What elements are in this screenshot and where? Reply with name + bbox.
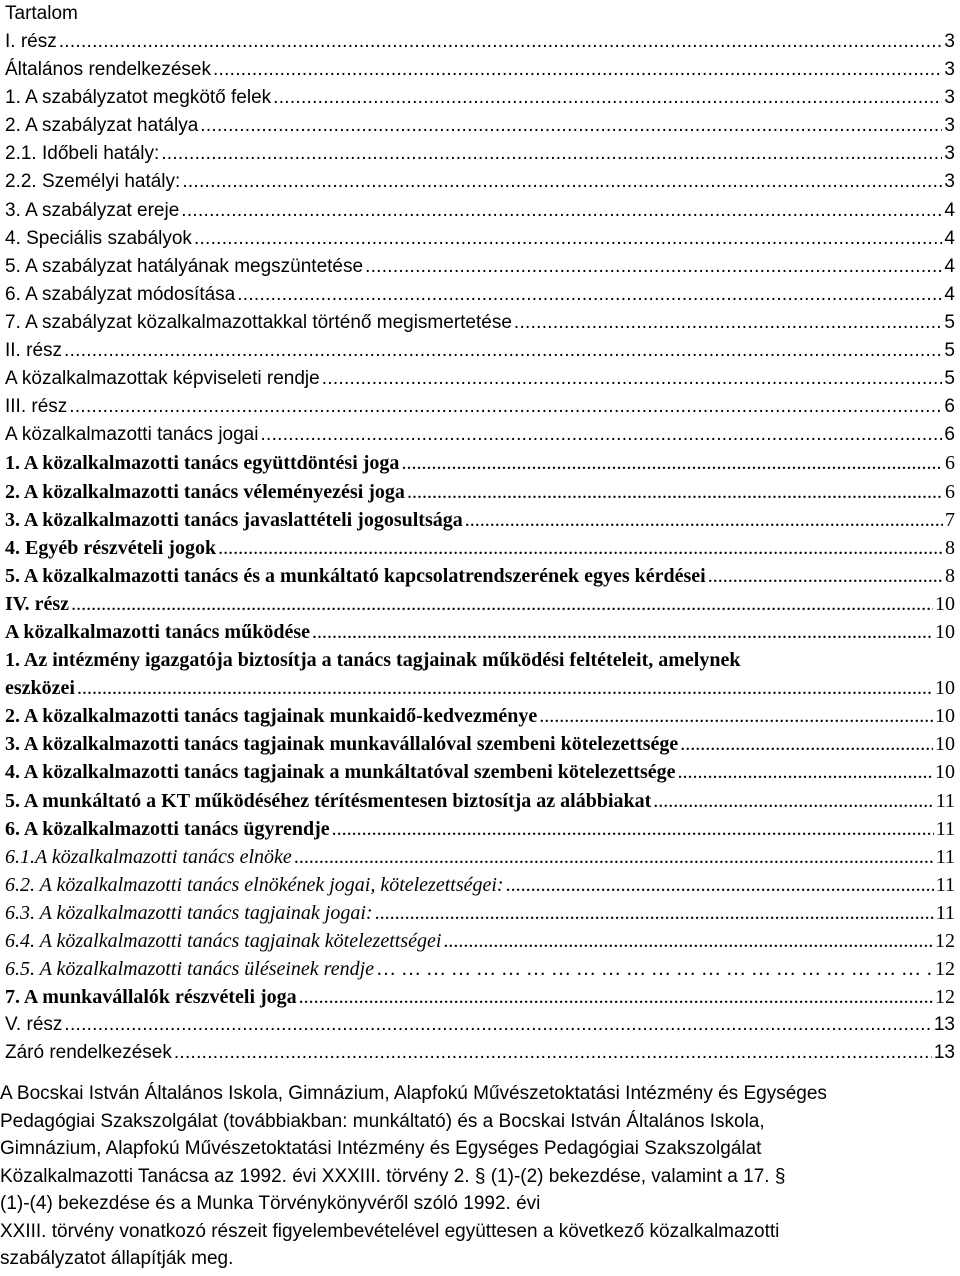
toc-entry-page-number: 3: [944, 31, 955, 52]
toc-entry-page-number: 10: [935, 733, 955, 756]
toc-entry-label: 2. A közalkalmazotti tanács véleményezési joga: [5, 480, 405, 503]
toc-entry[interactable]: [5, 927, 955, 955]
dot-leader: [260, 421, 942, 449]
toc-entry-label: 6.5. A közalkalmazotti tanács üléseinek rendje: [5, 958, 375, 981]
toc-entry-page-number: 5: [944, 311, 955, 333]
document-page: [5, 0, 955, 1067]
toc-entry[interactable]: [5, 618, 955, 646]
toc-entry-page-number: 13: [933, 1042, 955, 1064]
toc-entry[interactable]: [5, 787, 955, 815]
toc-entry-label: 3. A szabályzat ereje: [5, 199, 180, 221]
toc-entry-label: 4. A közalkalmazotti tanács tagjainak a munkáltatóval szembeni kötelezettsége: [5, 761, 676, 784]
toc-entry-page-number: 11: [935, 789, 955, 812]
toc-entry-page-number: 13: [933, 1014, 955, 1036]
toc-entry-label: I. rész: [5, 31, 57, 52]
dot-leader: [299, 983, 933, 1011]
toc-entry-label: 1. A közalkalmazotti tanács együttdöntési joga: [5, 452, 400, 475]
toc-entry-page-number: 10: [935, 592, 955, 615]
toc-entry[interactable]: [5, 28, 955, 56]
toc-entry[interactable]: [5, 871, 955, 899]
toc-entry[interactable]: [5, 478, 955, 506]
toc-entry-page-number: 3: [944, 171, 955, 193]
dot-leader: [218, 534, 943, 562]
toc-entry-page-number: 3: [944, 143, 955, 165]
toc-entry[interactable]: [5, 646, 955, 702]
toc-entry[interactable]: [5, 225, 955, 253]
toc-entry-label: V. rész: [5, 1014, 63, 1036]
dot-leader: [71, 590, 933, 618]
toc-entry-label: eszközei: [5, 677, 75, 700]
dot-leader: [365, 253, 942, 281]
dot-leader: [77, 674, 933, 702]
toc-entry-label: II. rész: [5, 340, 63, 362]
toc-entry[interactable]: [5, 197, 955, 225]
dot-leader: [407, 478, 943, 506]
toc-entry-page-number: 11: [935, 873, 955, 896]
toc-entry-page-number: 10: [935, 677, 955, 700]
dot-leader: [161, 140, 942, 168]
intro-line: Pedagógiai Szakszolgálat (továbbiakban: munkáltató) és a Bocskai István Általános Iskola,: [0, 1110, 765, 1132]
toc-entry[interactable]: [5, 590, 955, 618]
intro-line: A Bocskai István Általános Iskola, Gimnázium, Alapfokú Művészetoktatási Intézmény és Egységes: [0, 1083, 827, 1104]
dot-leader: [465, 506, 943, 534]
toc-entry[interactable]: [5, 899, 955, 927]
dot-leader: [294, 843, 934, 871]
toc-entry-label: A közalkalmazottak képviseleti rendje: [5, 368, 320, 390]
toc-entry-label: 1. Az intézmény igazgatója biztosítja a tanács tagjainak működési feltételeit, amelynek: [5, 649, 741, 672]
toc-entry-page-number: 4: [944, 255, 955, 277]
table-of-contents: [5, 28, 955, 1067]
toc-entry-label: 6.3. A közalkalmazotti tanács tagjainak jogai:: [5, 901, 373, 924]
toc-entry-page-number: 10: [935, 620, 955, 643]
toc-entry[interactable]: [5, 421, 955, 449]
dot-leader: [64, 1011, 931, 1039]
toc-entry-page-number: 12: [935, 930, 955, 952]
intro-line: Gimnázium, Alapfokú Művészetoktatási Intézmény és Egységes Pedagógiai Szakszolgálat: [0, 1138, 762, 1159]
toc-entry[interactable]: [5, 534, 955, 562]
toc-entry-page-number: 8: [945, 536, 955, 559]
toc-entry[interactable]: [5, 1011, 955, 1039]
dot-leader: [680, 730, 933, 758]
toc-entry-label: 2.2. Személyi hatály:: [5, 171, 181, 193]
toc-entry-label: 7. A szabályzat közalkalmazottakkal történő megismertetése: [5, 311, 512, 333]
dot-leader: [322, 365, 943, 393]
toc-entry-label: 2.1. Időbeli hatály:: [5, 143, 160, 165]
dot-leader: [708, 562, 943, 590]
toc-entry[interactable]: [5, 112, 955, 140]
dot-leader: [312, 618, 933, 646]
intro-paragraph: [0, 1080, 950, 1273]
toc-entry[interactable]: [5, 253, 955, 281]
intro-line: szabályzatot állapítják meg.: [0, 1248, 234, 1269]
toc-entry-label: 6.1.A közalkalmazotti tanács elnöke: [5, 845, 292, 868]
dot-leader: [514, 309, 943, 337]
toc-entry-label: A közalkalmazotti tanács működése: [5, 620, 310, 643]
dot-leader: [213, 56, 942, 84]
toc-entry-label: 6. A szabályzat módosítása: [5, 283, 236, 305]
dot-leader: [237, 281, 942, 309]
dot-leader: [194, 225, 942, 253]
dot-leader: [69, 393, 942, 421]
toc-entry[interactable]: [5, 281, 955, 309]
dot-leader: [376, 955, 933, 983]
dot-leader: [273, 84, 942, 112]
intro-line: (1)-(4) bekezdése és a Munka Törvénykönyvéről szóló 1992. évi: [0, 1193, 541, 1214]
toc-entry-page-number: 11: [935, 845, 955, 868]
toc-entry-label: 1. A szabályzatot megkötő felek: [5, 87, 272, 109]
toc-entry[interactable]: [5, 983, 955, 1011]
toc-entry-page-number: 3: [944, 59, 955, 81]
toc-entry-label: Általános rendelkezések: [5, 59, 211, 81]
toc-entry-page-number: 5: [944, 340, 955, 362]
dot-leader: [506, 871, 934, 899]
toc-entry-page-number: 6: [944, 424, 955, 446]
toc-entry-label: 7. A munkavállalók részvételi joga: [5, 986, 297, 1009]
toc-entry-page-number: 6: [945, 452, 955, 475]
toc-entry-label: III. rész: [5, 396, 68, 418]
toc-entry-label: Záró rendelkezések: [5, 1042, 172, 1064]
toc-entry[interactable]: [5, 702, 955, 730]
toc-entry[interactable]: [5, 168, 955, 196]
toc-entry-page-number: 12: [935, 986, 955, 1009]
toc-entry-label: 4. Speciális szabályok: [5, 227, 192, 249]
toc-entry-page-number: 4: [944, 283, 955, 305]
toc-entry[interactable]: [5, 140, 955, 168]
toc-entry[interactable]: [5, 365, 955, 393]
toc-entry-label: 5. A szabályzat hatályának megszüntetése: [5, 255, 364, 277]
dot-leader: [653, 787, 933, 815]
toc-entry-label: 5. A közalkalmazotti tanács és a munkáltató kapcsolatrendszerének egyes kérdései: [5, 564, 706, 587]
toc-title: Tartalom: [5, 3, 78, 24]
toc-entry-label: 2. A szabályzat hatálya: [5, 115, 199, 137]
toc-entry[interactable]: [5, 955, 955, 983]
dot-leader: [443, 927, 933, 955]
toc-entry-label: 6.4. A közalkalmazotti tanács tagjainak kötelezettségei: [5, 930, 442, 952]
dot-leader: [174, 1039, 932, 1067]
toc-entry[interactable]: [5, 56, 955, 84]
toc-entry-page-number: 11: [935, 817, 955, 840]
toc-entry-label: 3. A közalkalmazotti tanács javaslattételi jogosultsága: [5, 508, 463, 531]
dot-leader: [182, 168, 942, 196]
intro-line: XXIII. törvény vonatkozó részeit figyelembevételével együttesen a következő közalkalmazotti: [0, 1220, 780, 1242]
toc-entry[interactable]: [5, 449, 955, 477]
toc-entry-page-number: 12: [935, 958, 955, 981]
dot-leader: [200, 112, 942, 140]
toc-entry-page-number: 5: [944, 368, 955, 390]
toc-entry-page-number: 3: [944, 87, 955, 109]
dot-leader: [375, 899, 934, 927]
toc-entry[interactable]: [5, 562, 955, 590]
toc-entry-page-number: 8: [945, 564, 955, 587]
dot-leader: [181, 197, 942, 225]
toc-entry[interactable]: [5, 84, 955, 112]
toc-entry-label: 4. Egyéb részvételi jogok: [5, 536, 217, 559]
toc-entry-page-number: 6: [945, 480, 955, 503]
toc-entry[interactable]: [5, 309, 955, 337]
toc-entry[interactable]: [5, 337, 955, 365]
toc-entry-page-number: 4: [944, 227, 955, 249]
toc-entry-page-number: 11: [935, 901, 955, 924]
toc-entry-label: A közalkalmazotti tanács jogai: [5, 424, 259, 446]
dot-leader: [401, 449, 943, 477]
toc-entry[interactable]: [5, 1039, 955, 1067]
toc-entry-page-number: 10: [935, 761, 955, 784]
toc-entry-label: 6. A közalkalmazotti tanács ügyrendje: [5, 817, 330, 840]
toc-entry[interactable]: [5, 815, 955, 843]
dot-leader: [539, 702, 933, 730]
toc-entry-page-number: 10: [935, 705, 955, 728]
toc-entry-page-number: 7: [945, 508, 955, 531]
dot-leader: [678, 758, 934, 786]
toc-entry-label: 5. A munkáltató a KT működéséhez térítésmentesen biztosítja az alábbiakat: [5, 789, 652, 812]
toc-entry[interactable]: [5, 506, 955, 534]
toc-entry[interactable]: [5, 730, 955, 758]
toc-entry-page-number: 6: [944, 396, 955, 418]
toc-entry-page-number: 4: [944, 199, 955, 221]
dot-leader: [64, 337, 942, 365]
dot-leader: [332, 815, 934, 843]
toc-entry-label: 2. A közalkalmazotti tanács tagjainak munkaidő-kedvezménye: [5, 705, 538, 728]
toc-entry[interactable]: [5, 843, 955, 871]
toc-entry-label: 3. A közalkalmazotti tanács tagjainak munkavállalóval szembeni kötelezettsége: [5, 733, 679, 756]
toc-entry[interactable]: [5, 393, 955, 421]
dot-leader: [59, 28, 943, 56]
toc-entry[interactable]: [5, 758, 955, 786]
toc-entry-label: 6.2. A közalkalmazotti tanács elnökének jogai, kötelezettségei:: [5, 873, 504, 896]
toc-entry-page-number: 3: [944, 115, 955, 137]
intro-line: Közalkalmazotti Tanácsa az 1992. évi XXXIII. törvény 2. § (1)-(2) bekezdése, valamint a 17. §: [0, 1165, 786, 1187]
toc-entry-label: IV. rész: [5, 592, 70, 615]
